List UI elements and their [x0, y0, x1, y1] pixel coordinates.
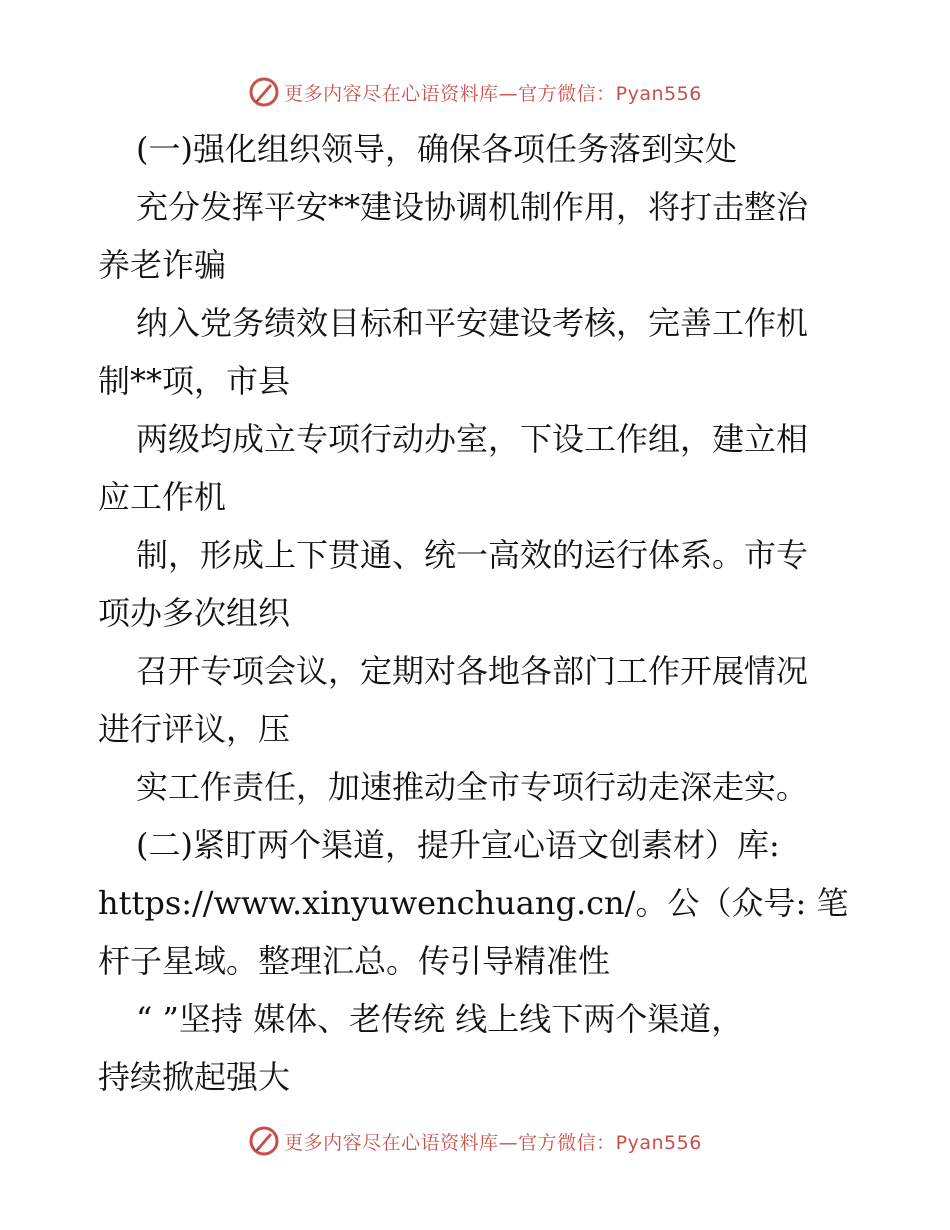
- watermark-text: 更多内容尽在心语资料库—官方微信：Pyan556: [284, 82, 702, 105]
- quill-pen-icon: [248, 76, 280, 108]
- paragraph-line: 两级均成立专项行动办室，下设工作组，建立相: [136, 420, 809, 458]
- paragraph-line: 制，形成上下贯通、统一高效的运行体系。市专: [136, 536, 809, 574]
- paragraph-line: 应工作机: [98, 478, 227, 516]
- paragraph-line: “ ”坚持 媒体、老传统 线上线下两个渠道，: [136, 1000, 744, 1038]
- paragraph-line: 进行评议，压: [98, 710, 291, 748]
- paragraph-line: https://www.xinyuwenchuang.cn/。公（众号: 笔: [98, 884, 849, 922]
- paragraph-line: 实工作责任，加速推动全市专项行动走深走实。: [136, 768, 809, 806]
- section-heading-1: (一)强化组织领导，确保各项任务落到实处: [136, 130, 737, 168]
- document-body: [98, 120, 858, 1106]
- paragraph-line: 杆子星域。整理汇总。传引导精准性: [98, 942, 611, 980]
- paragraph-line: 召开专项会议，定期对各地各部门工作开展情况: [136, 652, 809, 690]
- paragraph-line: 项办多次组织: [98, 594, 291, 632]
- paragraph-line: 制**项，市县: [98, 362, 291, 400]
- paragraph-line: 充分发挥平安**建设协调机制作用，将打击整治: [136, 188, 809, 226]
- quill-pen-icon: [248, 1125, 280, 1157]
- paragraph-line: 养老诈骗: [98, 246, 227, 284]
- footer-watermark: [0, 1121, 950, 1161]
- section-heading-2: (二)紧盯两个渠道，提升宣心语文创素材）库:: [136, 826, 780, 864]
- watermark-text: 更多内容尽在心语资料库—官方微信：Pyan556: [284, 1131, 702, 1154]
- paragraph-line: 纳入党务绩效目标和平安建设考核，完善工作机: [136, 304, 809, 342]
- header-watermark: [0, 72, 950, 112]
- paragraph-line: 持续掀起强大: [98, 1058, 291, 1096]
